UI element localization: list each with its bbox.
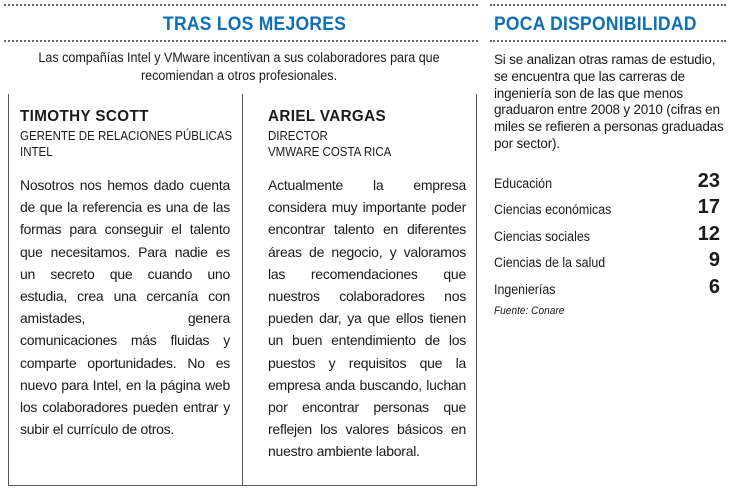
stat-row-ingenierias bbox=[494, 270, 720, 297]
profile-quote: Nosotros nos hemos dado cuenta de que la referencia es una de las formas para conseguir el talento que necesitamos. Para nadie es un secreto que cuando uno estudia, crea una cercanía con amistades, genera comunicaciones más fluidas y comparte oportunidades. No es nuevo para Intel, en la página web los colaboradores pueden entrar y subir el currículo de otros. bbox=[20, 177, 230, 438]
section-title-tras-los-mejores: TRAS LOS MEJORES bbox=[163, 14, 347, 35]
profile-ariel-vargas bbox=[268, 108, 466, 463]
right-border bbox=[476, 94, 477, 486]
title-dotted-rule-right bbox=[490, 40, 726, 42]
profile-company: VMWARE COSTA RICA bbox=[268, 145, 392, 159]
column-divider bbox=[242, 94, 243, 486]
stat-label: Ciencias sociales bbox=[494, 228, 590, 244]
stats-list bbox=[494, 164, 720, 297]
stat-value: 9 bbox=[708, 249, 720, 272]
profile-timothy-scott bbox=[20, 108, 233, 440]
stat-value: 23 bbox=[697, 169, 720, 192]
section-title-poca-disponibilidad: POCA DISPONIBILIDAD bbox=[494, 14, 697, 35]
profile-name: TIMOTHY SCOTT bbox=[20, 108, 149, 125]
top-dotted-rule-right bbox=[490, 4, 726, 6]
stat-row-ciencias-sociales bbox=[494, 217, 720, 244]
stat-label: Ingenierías bbox=[494, 281, 556, 297]
top-dotted-rule-left bbox=[4, 4, 478, 6]
stat-value: 17 bbox=[697, 196, 720, 219]
profile-role: DIRECTOR bbox=[268, 129, 328, 143]
stat-row-ciencias-economicas bbox=[494, 191, 720, 218]
source-note: Fuente: Conare bbox=[494, 305, 565, 317]
stat-label: Ciencias de la salud bbox=[494, 255, 606, 271]
intro-text: Las compañías Intel y VMware incentivan a sus colaboradores para que recomiendan a otros profesionales. bbox=[38, 50, 440, 83]
stat-label: Educación bbox=[494, 175, 553, 191]
stat-value: 6 bbox=[708, 275, 720, 298]
title-dotted-rule-left bbox=[4, 40, 478, 42]
stat-value: 12 bbox=[697, 222, 720, 245]
profile-name: ARIEL VARGAS bbox=[268, 108, 387, 125]
stat-label: Ciencias económicas bbox=[494, 202, 612, 218]
profile-quote: Actualmente la empresa considera muy importante poder encontrar talento en diferentes áreas de negocio, y valoramos las recomendaciones que nuestros colaboradores nos pueden dar, ya que ellos tienen un buen entendimiento de los puestos y requisitos que la empresa anda buscando, luchan por encontrar personas que reflejen los valores básicos en nuestro ambiente laboral. bbox=[268, 177, 466, 460]
stat-row-ciencias-salud bbox=[494, 244, 720, 271]
profile-company: INTEL bbox=[20, 145, 53, 159]
stat-row-educacion bbox=[494, 164, 720, 191]
bottom-border bbox=[8, 485, 477, 486]
side-paragraph: Si se analizan otras ramas de estudio, se encuentra que las carreras de ingeniería son de las que menos graduaron entre 2008 y 2010 (cifras en miles se refieren a personas graduadas por sector). bbox=[494, 52, 724, 151]
left-border bbox=[8, 94, 9, 486]
profile-role: GERENTE DE RELACIONES PÚBLICAS bbox=[20, 129, 233, 143]
